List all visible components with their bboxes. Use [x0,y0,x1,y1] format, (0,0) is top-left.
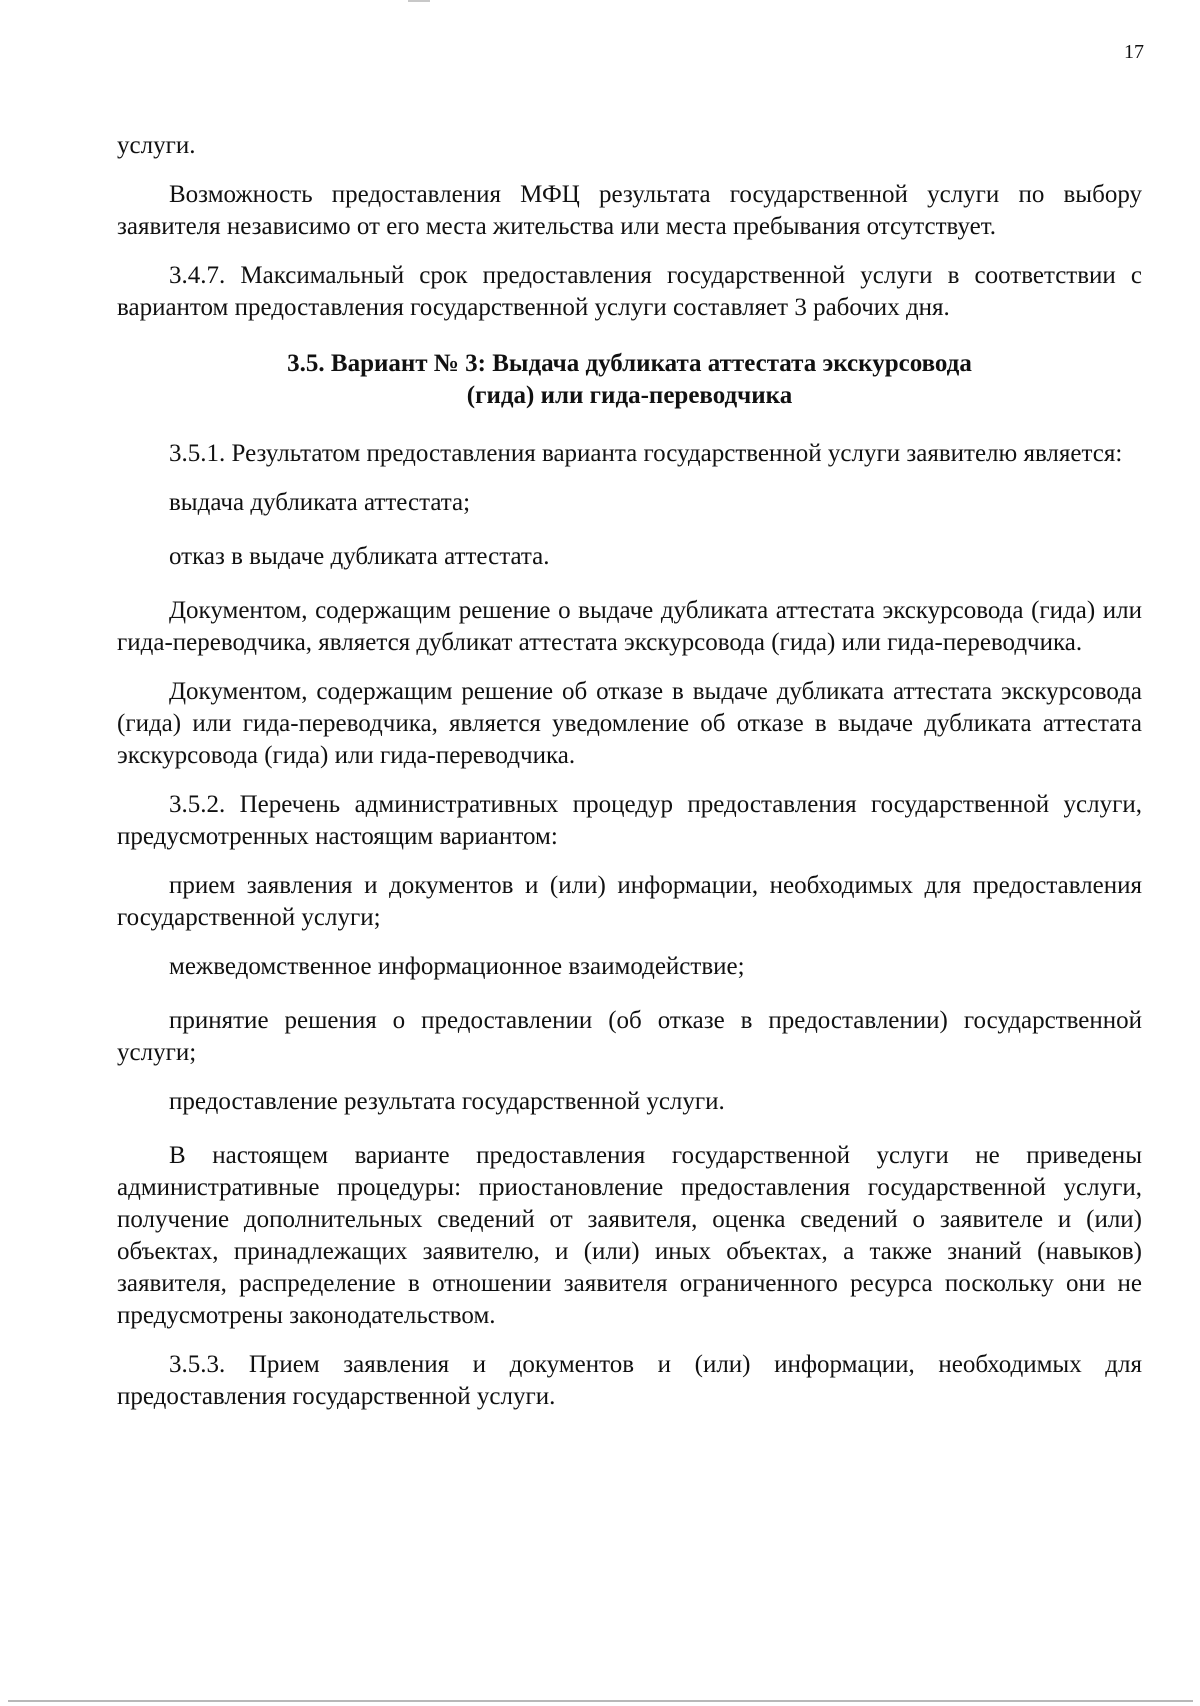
paragraph-3-5-3: 3.5.3. Прием заявления и документов и (или) информации, необходимых для предоставления государственной услуги. [117,1351,1142,1410]
page-number: 17 [1124,41,1144,63]
list-item-result: предоставление результата государственной услуги. [169,1088,725,1115]
list-item-application-intake: прием заявления и документов и (или) информации, необходимых для предоставления государственной услуги; [117,872,1142,931]
section-heading-line-1: 3.5. Вариант № 3: Выдача дубликата аттестата экскурсовода [287,350,972,377]
list-item-issue-duplicate: выдача дубликата аттестата; [169,489,471,516]
list-item-refusal: отказ в выдаче дубликата аттестата. [169,543,550,570]
paragraph-3-5-2: 3.5.2. Перечень административных процедур предоставления государственной услуги, предусмотренных настоящим вариантом: [117,791,1142,850]
paragraph-3-5-1: 3.5.1. Результатом предоставления варианта государственной услуги заявителю является: [169,440,1123,467]
paragraph-continuation: услуги. [117,132,196,159]
paragraph-decision-document: Документом, содержащим решение о выдаче дубликата аттестата экскурсовода (гида) или гида-переводчика, является дубликат аттестата экскурсовода (гида) или гида-переводчика. [117,597,1142,656]
list-item-decision: принятие решения о предоставлении (об отказе в предоставлении) государственной услуги; [117,1007,1142,1066]
scan-artifact-top [408,0,430,2]
section-heading-3-5 [117,348,1142,412]
paragraph-3-4-7: 3.4.7. Максимальный срок предоставления государственной услуги в соответствии с вариантом предоставления государственной услуги составляет 3 рабочих дня. [117,262,1142,321]
document-body [117,130,1142,1430]
paragraph-refusal-document: Документом, содержащим решение об отказе в выдаче дубликата аттестата экскурсовода (гида) или гида-переводчика, является уведомление об отказе в выдаче дубликата аттестата экскурсовода (гида) или гида-переводчика. [117,678,1142,769]
paragraph-mfc-possibility: Возможность предоставления МФЦ результата государственной услуги по выбору заявителя независимо от его места жительства или места пребывания отсутствует. [117,181,1142,240]
paragraph-not-provided-procedures: В настоящем варианте предоставления государственной услуги не приведены административные процедуры: приостановление предоставления государственной услуги, получение дополнительных сведений от заявителя, оценка сведений о заявителе и (или) объектах, принадлежащих заявителю, и (или) иных объектах, а также знаний (навыков) заявителя, распределение в отношении заявителя ограниченного ресурса поскольку они не предусмотрены законодательством. [117,1142,1142,1329]
list-item-interagency: межведомственное информационное взаимодействие; [169,953,745,980]
section-heading-line-2: (гида) или гида-переводчика [466,382,793,409]
scan-artifact-bottom-line [8,1700,1193,1702]
